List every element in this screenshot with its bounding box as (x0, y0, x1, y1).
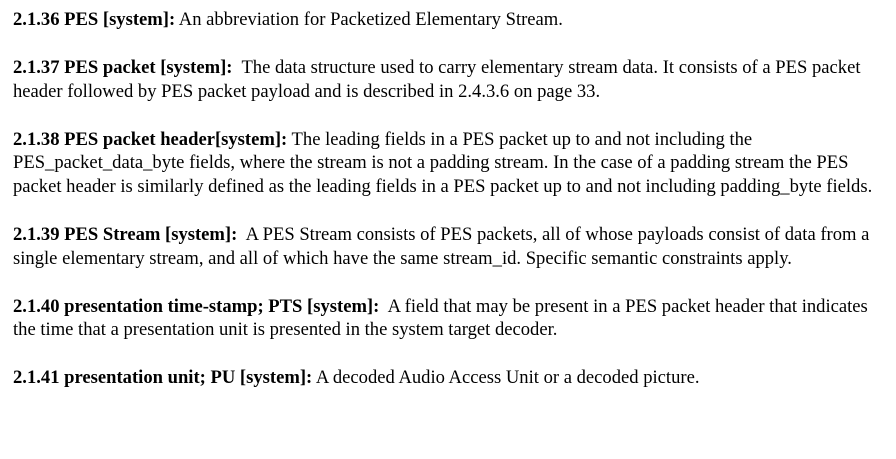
definition-term: 2.1.36 PES [system]: (13, 9, 176, 30)
definition-term: 2.1.39 PES Stream [system]: (13, 224, 238, 246)
definition-2-1-40 (13, 295, 883, 342)
definition-term: 2.1.40 presentation time-stamp; PTS [system]: (13, 295, 380, 317)
definition-text: A PES Stream consists of PES packets, all of whose payloads consist of data from a single elementary stream, and all of which have the same stream_id. Specific semantic constraints apply. (13, 224, 870, 269)
definition-text: An abbreviation for Packetized Elementary Stream. (178, 9, 563, 30)
definition-term: 2.1.38 PES packet header[system]: (13, 128, 288, 150)
definition-text: A field that may be present in a PES packet header that indicates the time that a presentation unit is presented in the system target decoder. (13, 295, 868, 341)
definition-text: The leading fields in a PES packet up to and not including the PES_packet_data_byte fields, where the stream is not a padding stream. In the case of a padding stream the PES packet header is similarly defined as the leading fields in a PES packet up to and not including padding_byte fields. (13, 128, 873, 197)
definition-text: A decoded Audio Access Unit or a decoded picture. (315, 367, 700, 389)
definition-2-1-36 (13, 8, 883, 32)
definition-2-1-39 (13, 223, 883, 270)
definition-term: 2.1.37 PES packet [system]: (13, 57, 233, 79)
definition-text: The data structure used to carry elementary stream data. It consists of a PES packet header followed by PES packet payload and is described in 2.4.3.6 on page 33. (13, 57, 861, 102)
definition-2-1-38 (13, 128, 883, 199)
document-body (13, 8, 883, 390)
definition-term: 2.1.41 presentation unit; PU [system]: (13, 367, 313, 389)
definition-2-1-37 (13, 56, 883, 103)
definition-2-1-41 (13, 366, 883, 390)
